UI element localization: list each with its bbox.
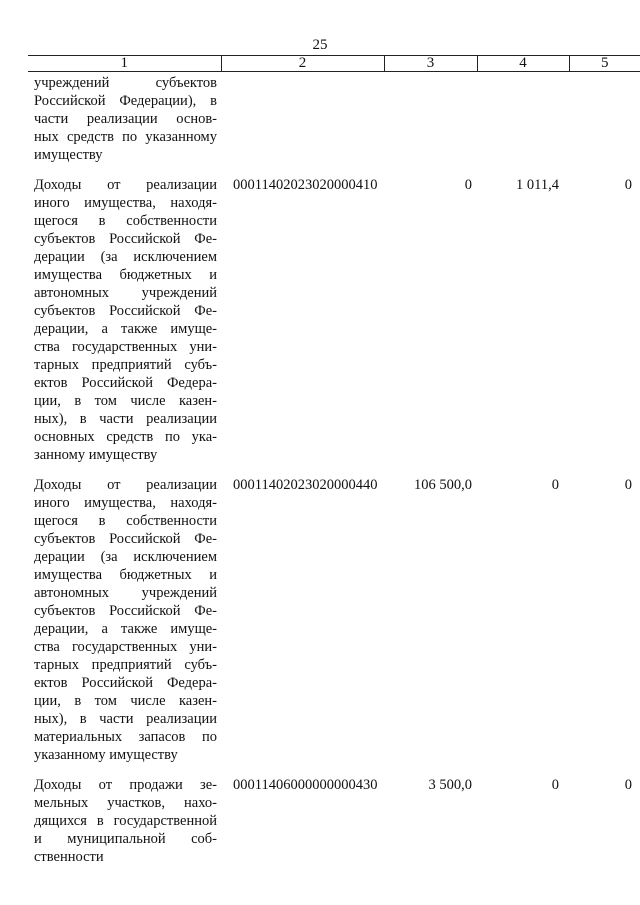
- description-line: указанному имуществу: [34, 747, 178, 763]
- description-line: ектов Российской Федера-: [34, 675, 217, 691]
- row-value-col4: 0: [551, 477, 559, 493]
- row-value-col5: 0: [624, 177, 632, 193]
- row-code: [221, 72, 384, 177]
- description-line: дерации (за исключением: [34, 249, 217, 265]
- description-line: субъектов Российской Фе-: [34, 231, 217, 247]
- description-line: ных), в части реализации: [34, 411, 217, 427]
- row-value-col4: [477, 72, 569, 177]
- description-line: имущества бюджетных и: [34, 567, 217, 583]
- description-line: дерации, а также имуще-: [34, 621, 217, 637]
- description-line: ектов Российской Федера-: [34, 375, 217, 391]
- description-line: имуществу: [34, 147, 103, 163]
- description-line: тарных предприятий субъ-: [34, 357, 217, 373]
- description-line: имущества бюджетных и: [34, 267, 217, 283]
- table-row: [28, 72, 640, 177]
- description-line: мельных участков, нахо-: [34, 795, 217, 811]
- budget-table: [28, 55, 640, 866]
- description-line: дящихся в государственной: [34, 813, 217, 829]
- row-value-col4: 0: [551, 777, 559, 793]
- page-number: 25: [312, 37, 328, 53]
- description-line: основных средств по ука-: [34, 429, 217, 445]
- description-line: субъектов Российской Фе-: [34, 303, 217, 319]
- column-header-3: 3: [384, 56, 477, 72]
- table-row: [28, 776, 640, 866]
- row-description: [28, 72, 221, 177]
- description-line: Доходы от реализации: [34, 477, 217, 493]
- row-value-col3: 3 500,0: [428, 777, 472, 793]
- description-line: и муниципальной соб-: [34, 831, 217, 847]
- row-description: [28, 776, 221, 866]
- row-value-col5: 0: [624, 777, 632, 793]
- description-line: субъектов Российской Фе-: [34, 603, 217, 619]
- description-line: субъектов Российской Фе-: [34, 531, 217, 547]
- description-line: дерации (за исключением: [34, 549, 217, 565]
- description-line: занному имуществу: [34, 447, 158, 463]
- row-description: [28, 176, 221, 476]
- table-row: [28, 476, 640, 776]
- description-line: ственности: [34, 849, 104, 865]
- description-line: тарных предприятий субъ-: [34, 657, 217, 673]
- table-header-row: [28, 56, 640, 72]
- description-line: ции, в том числе казен-: [34, 393, 217, 409]
- description-line: ства государственных уни-: [34, 639, 217, 655]
- description-line: ных), в части реализации: [34, 711, 217, 727]
- row-code: 00011402023020000410: [233, 177, 378, 193]
- description-line: иного имущества, находя-: [34, 195, 217, 211]
- description-line: Российской Федерации), в: [34, 93, 217, 109]
- row-code: 00011402023020000440: [233, 477, 378, 493]
- description-line: ства государственных уни-: [34, 339, 217, 355]
- description-line: части реализации основ-: [34, 111, 217, 127]
- description-line: автономных учреждений: [34, 585, 217, 601]
- description-line: материальных запасов по: [34, 729, 217, 745]
- column-header-4: 4: [477, 56, 569, 72]
- row-value-col5: [569, 72, 640, 177]
- description-line: Доходы от продажи зе-: [34, 777, 217, 793]
- row-value-col3: 0: [464, 177, 472, 193]
- row-value-col3: [384, 72, 477, 177]
- row-description: [28, 476, 221, 776]
- description-line: учреждений субъектов: [34, 75, 217, 91]
- row-code: 00011406000000000430: [233, 777, 378, 793]
- row-value-col3: 106 500,0: [414, 477, 472, 493]
- column-header-1: 1: [28, 56, 221, 72]
- description-line: ных средств по указанному: [34, 129, 217, 145]
- description-line: ции, в том числе казен-: [34, 693, 217, 709]
- description-line: иного имущества, находя-: [34, 495, 217, 511]
- column-header-2: 2: [221, 56, 384, 72]
- table-row: [28, 176, 640, 476]
- row-value-col5: 0: [624, 477, 632, 493]
- column-header-5: 5: [569, 56, 640, 72]
- description-line: Доходы от реализации: [34, 177, 217, 193]
- description-line: дерации, а также имуще-: [34, 321, 217, 337]
- description-line: автономных учреждений: [34, 285, 217, 301]
- row-value-col4: 1 011,4: [516, 177, 559, 193]
- description-line: щегося в собственности: [34, 513, 217, 529]
- description-line: щегося в собственности: [34, 213, 217, 229]
